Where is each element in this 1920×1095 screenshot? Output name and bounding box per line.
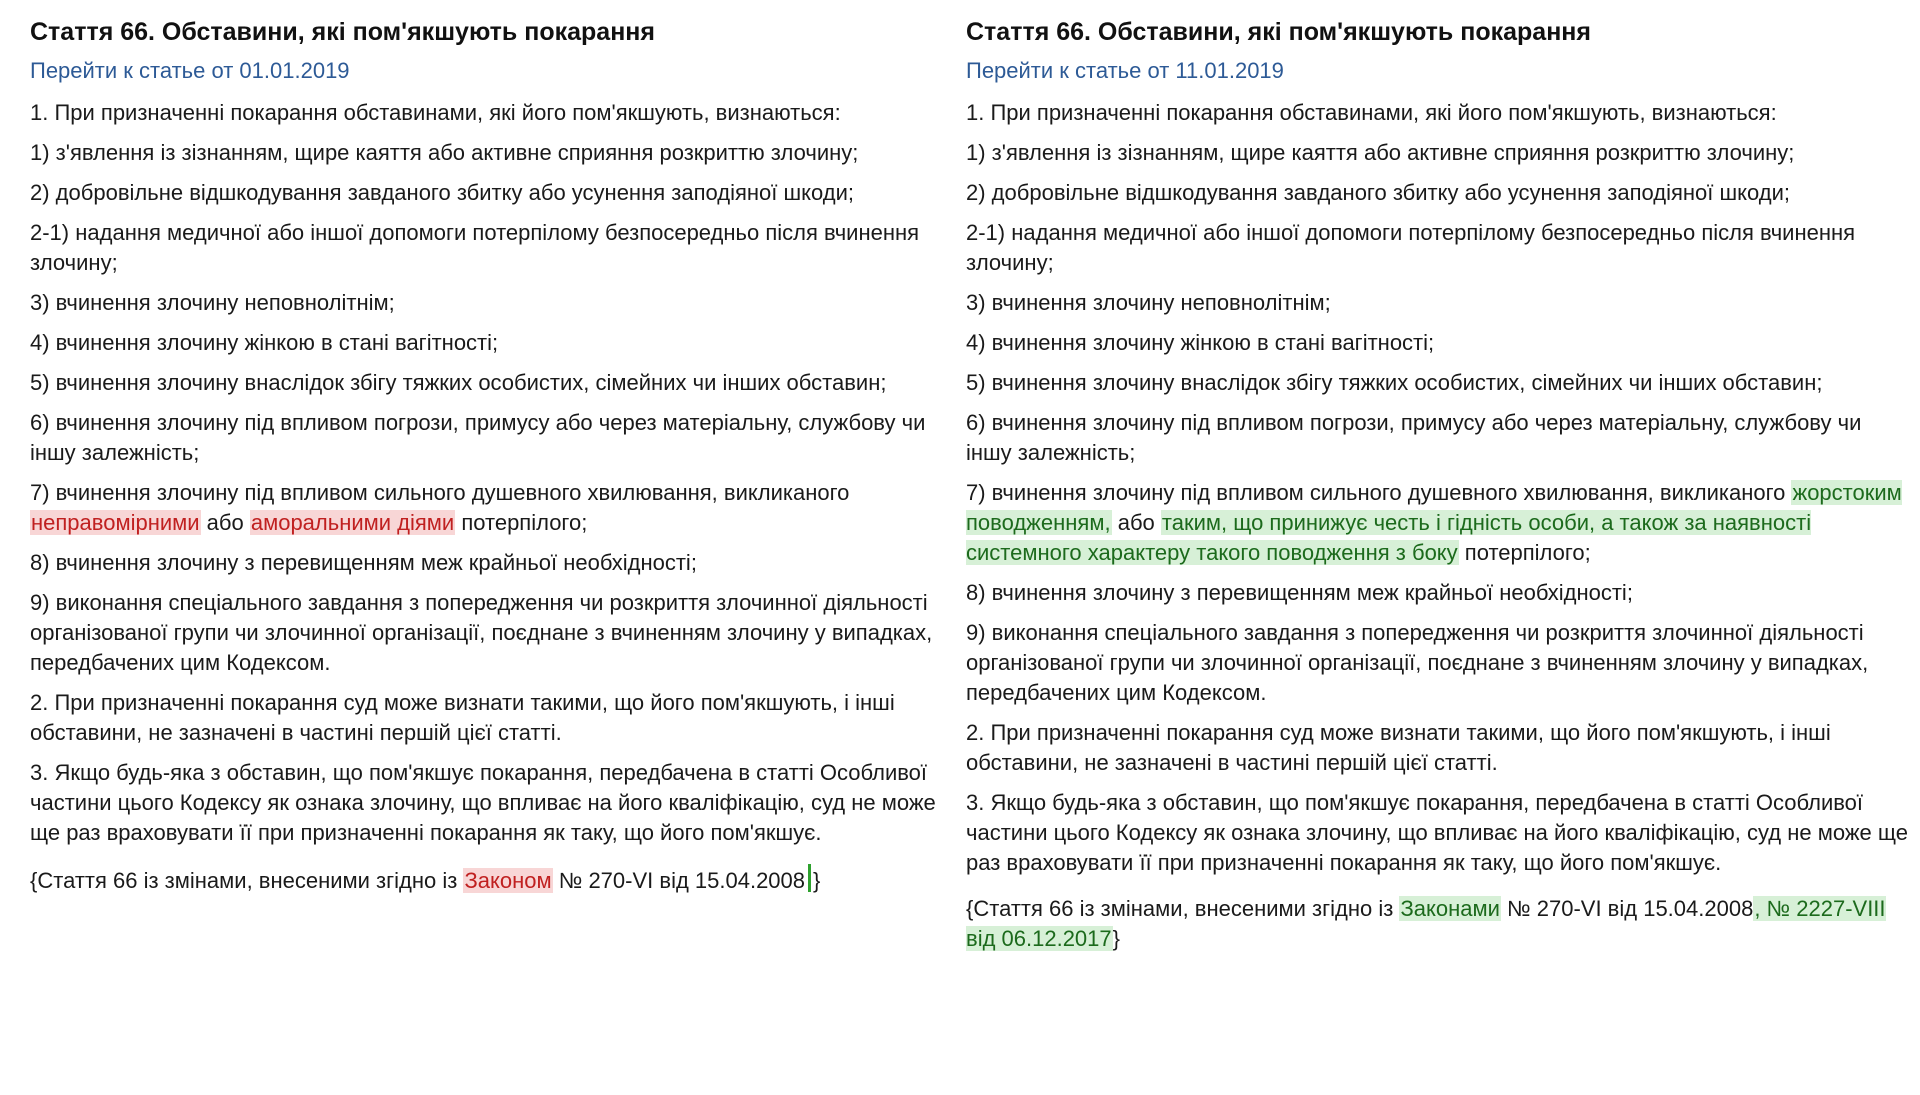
- item-8: 8) вчинення злочину з перевищенням меж крайньої необхідності;: [966, 580, 1633, 605]
- item-8: 8) вчинення злочину з перевищенням меж крайньої необхідності;: [30, 550, 697, 575]
- note-text: № 270-VI від 15.04.2008: [1500, 896, 1754, 921]
- note-text: }: [813, 868, 821, 893]
- deleted-text: аморальними діями: [250, 510, 455, 535]
- item-2-1: 2-1) надання медичної або іншої допомоги потерпілому безпосередньо після вчинення злочину;: [30, 220, 920, 275]
- item-7: [30, 478, 960, 538]
- item-7-text: або: [200, 510, 250, 535]
- item-4: 4) вчинення злочину жінкою в стані вагітності;: [30, 330, 499, 355]
- item-7-text: 7) вчинення злочину під впливом сильного душевного хвилювання, викликаного: [966, 480, 1792, 505]
- item-7-text: 7) вчинення злочину під впливом сильного душевного хвилювання, викликаного: [30, 480, 850, 505]
- item-4: 4) вчинення злочину жінкою в стані вагітності;: [966, 330, 1435, 355]
- item-3: 3) вчинення злочину неповнолітнім;: [30, 290, 395, 315]
- item-9: 9) виконання спеціального завдання з попередження чи розкриття злочинної діяльності організованої групи чи злочинної організації, поєднане з вчиненням злочину у випадках, передбачених цим Кодексом.: [966, 620, 1869, 705]
- inserted-text: таким, що принижує честь і гідність особи, а також за наявності системного характеру такого поводження з боку: [966, 510, 1812, 565]
- paragraph-1-intro: 1. При призначенні покарання обставинами, які його пом'якшують, визнаються:: [30, 100, 841, 125]
- item-1: 1) з'явлення із зізнанням, щире каяття або активне сприяння розкриттю злочину;: [30, 140, 859, 165]
- goto-version-link[interactable]: Перейти к статье от 01.01.2019: [30, 58, 350, 83]
- item-2: 2) добровільне відшкодування завданого збитку або усунення заподіяної шкоди;: [30, 180, 855, 205]
- insertion-marker-icon: [808, 864, 811, 892]
- item-7-text: потерпілого;: [455, 510, 588, 535]
- item-3: 3) вчинення злочину неповнолітнім;: [966, 290, 1331, 315]
- deleted-text: Законом: [464, 868, 552, 893]
- note-text: }: [1112, 926, 1120, 951]
- inserted-text: , № 2227-VIII від 06.12.2017: [966, 896, 1886, 951]
- inserted-text: жорстоким поводженням,: [966, 480, 1902, 535]
- item-1: 1) з'явлення із зізнанням, щире каяття або активне сприяння розкриттю злочину;: [966, 140, 1795, 165]
- item-2-1: 2-1) надання медичної або іншої допомоги потерпілому безпосередньо після вчинення злочину;: [966, 220, 1856, 275]
- note-text: {Стаття 66 із змінами, внесеними згідно із: [30, 868, 464, 893]
- inserted-text: Законами: [1400, 896, 1500, 921]
- item-7-text: потерпілого;: [1458, 540, 1591, 565]
- item-7-text: або: [1111, 510, 1161, 535]
- paragraph-2: 2. При призначенні покарання суд може визнати такими, що його пом'якшують, і інші обставини, не зазначені в частині першій цієї статті.: [966, 720, 1831, 775]
- deleted-text: неправомірними: [31, 510, 200, 535]
- article-title: Стаття 66. Обставини, які пом'якшують покарання: [30, 18, 655, 46]
- paragraph-3: 3. Якщо будь-яка з обставин, що пом'якшує покарання, передбачена в статті Особливої частини цього Кодексу як ознака злочину, що впливає на його кваліфікацію, суд не може ще раз враховувати її при призначенні покарання як таку, що його пом'якшує.: [30, 760, 936, 845]
- article-title: Стаття 66. Обставини, які пом'якшують покарання: [966, 18, 1591, 46]
- paragraph-1-intro: 1. При призначенні покарання обставинами, які його пом'якшують, визнаються:: [966, 100, 1777, 125]
- item-2: 2) добровільне відшкодування завданого збитку або усунення заподіяної шкоди;: [966, 180, 1791, 205]
- item-5: 5) вчинення злочину внаслідок збігу тяжких особистих, сімейних чи інших обставин;: [30, 370, 887, 395]
- old-version-column: [30, 0, 960, 896]
- amendments-note: [30, 864, 960, 896]
- item-5: 5) вчинення злочину внаслідок збігу тяжких особистих, сімейних чи інших обставин;: [966, 370, 1823, 395]
- note-text: № 270-VI від 15.04.2008: [552, 868, 806, 893]
- item-6: 6) вчинення злочину під впливом погрози, примусу або через матеріальну, службову чи іншу залежність;: [966, 410, 1862, 465]
- paragraph-3: 3. Якщо будь-яка з обставин, що пом'якшує покарання, передбачена в статті Особливої частини цього Кодексу як ознака злочину, що впливає на його кваліфікацію, суд не може ще раз враховувати її при призначенні покарання як таку, що його пом'якшує.: [966, 790, 1908, 875]
- paragraph-2: 2. При призначенні покарання суд може визнати такими, що його пом'якшують, і інші обставини, не зазначені в частині першій цієї статті.: [30, 690, 895, 745]
- amendments-note: [966, 894, 1911, 954]
- item-9: 9) виконання спеціального завдання з попередження чи розкриття злочинної діяльності організованої групи чи злочинної організації, поєднане з вчиненням злочину у випадках, передбачених цим Кодексом.: [30, 590, 933, 675]
- note-text: {Стаття 66 із змінами, внесеними згідно із: [966, 896, 1400, 921]
- item-6: 6) вчинення злочину під впливом погрози, примусу або через матеріальну, службову чи іншу залежність;: [30, 410, 926, 465]
- new-version-column: [966, 0, 1911, 954]
- item-7: [966, 478, 1911, 568]
- goto-version-link[interactable]: Перейти к статье от 11.01.2019: [966, 58, 1284, 83]
